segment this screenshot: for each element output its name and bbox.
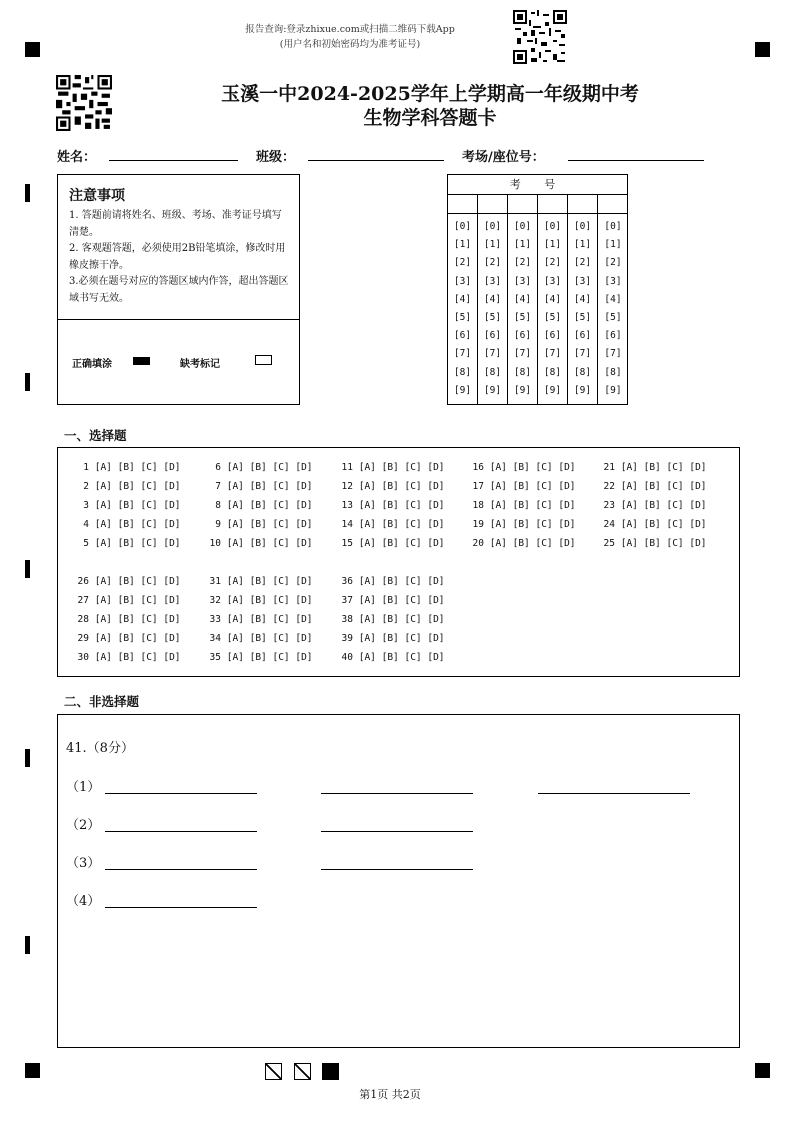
question-number: 19: [472, 519, 484, 530]
answer-line[interactable]: [105, 869, 257, 870]
exam-digit-bubble[interactable]: [1]: [513, 239, 532, 251]
question-number: 28: [77, 614, 89, 625]
choice-question-row[interactable]: [337, 629, 445, 648]
choice-question-row[interactable]: [599, 458, 707, 477]
exam-digit-write-box[interactable]: [598, 194, 628, 214]
exam-digit-bubble[interactable]: [3]: [543, 275, 562, 287]
answer-options[interactable]: [A] [B] [C] [D]: [94, 614, 181, 625]
exam-digit-bubble[interactable]: [0]: [604, 221, 622, 232]
exam-digit-write-box[interactable]: [538, 194, 567, 214]
answer-options[interactable]: [A] [B] [C] [D]: [226, 595, 313, 606]
answer-options[interactable]: [A] [B] [C] [D]: [94, 500, 181, 511]
exam-digit-column: [448, 194, 478, 404]
page-id-box: [294, 1063, 311, 1080]
question-number: 25: [603, 538, 615, 549]
answer-options[interactable]: [A] [B] [C] [D]: [620, 538, 707, 549]
question-number: 33: [209, 614, 221, 625]
exam-digit-write-box[interactable]: [448, 194, 477, 214]
answer-options[interactable]: [A] [B] [C] [D]: [620, 462, 707, 473]
question-number: 8: [215, 500, 221, 511]
choice-question-row[interactable]: [337, 477, 445, 496]
choice-question-row[interactable]: [337, 515, 445, 534]
question-number: 34: [209, 633, 221, 644]
exam-digit-bubble[interactable]: [8]: [483, 366, 502, 378]
class-label: 班级：: [256, 150, 296, 165]
answer-options[interactable]: [A] [B] [C] [D]: [620, 519, 707, 530]
choice-question-row[interactable]: [468, 458, 576, 477]
exam-digit-bubble[interactable]: [0]: [573, 221, 592, 232]
exam-digit-bubble[interactable]: [0]: [543, 221, 562, 232]
answer-options[interactable]: [A] [B] [C] [D]: [94, 481, 181, 492]
choice-question-row[interactable]: [337, 591, 445, 610]
exam-digit-bubble[interactable]: [2]: [573, 257, 592, 269]
notice-item: 3.必须在题号对应的答题区域内作答，超出答题区域书写无效。: [69, 276, 289, 304]
choice-question-row[interactable]: [205, 591, 313, 610]
seat-field[interactable]: [568, 160, 704, 161]
registration-mark: [25, 42, 40, 57]
choice-answer-area: [57, 447, 740, 677]
choice-question-row[interactable]: [205, 572, 313, 591]
answer-options[interactable]: [A] [B] [C] [D]: [226, 538, 313, 549]
exam-digit-bubble[interactable]: [3]: [604, 275, 622, 287]
answer-options[interactable]: [A] [B] [C] [D]: [94, 462, 181, 473]
question-number: 7: [215, 481, 221, 492]
exam-digit-bubble[interactable]: [8]: [453, 366, 472, 378]
exam-digit-bubble[interactable]: [0]: [513, 221, 532, 232]
registration-mark: [755, 1063, 770, 1078]
answer-line[interactable]: [105, 831, 257, 832]
exam-digit-bubble[interactable]: [4]: [513, 293, 532, 305]
timing-mark: [25, 373, 30, 391]
answer-options[interactable]: [A] [B] [C] [D]: [489, 538, 576, 549]
page-title: 玉溪一中2024-2025学年上学期高一年级期中考: [221, 83, 639, 105]
answer-options[interactable]: [A] [B] [C] [D]: [358, 500, 445, 511]
answer-options[interactable]: [A] [B] [C] [D]: [94, 538, 181, 549]
exam-digit-bubble[interactable]: [6]: [483, 330, 502, 342]
exam-digit-bubble[interactable]: [6]: [543, 330, 562, 342]
answer-line[interactable]: [321, 831, 473, 832]
choice-question-row[interactable]: [73, 458, 181, 477]
choice-question-row[interactable]: [73, 496, 181, 515]
page-id-box: [265, 1063, 282, 1080]
answer-line[interactable]: [321, 869, 473, 870]
exam-digit-bubble[interactable]: [2]: [513, 257, 532, 269]
exam-digit-bubble[interactable]: [5]: [573, 311, 592, 323]
timing-mark: [25, 560, 30, 578]
exam-digit-bubble[interactable]: [9]: [543, 384, 562, 396]
exam-digit-bubble[interactable]: [0]: [483, 221, 502, 232]
qr-code-icon: [56, 75, 112, 131]
exam-digit-bubble[interactable]: [1]: [453, 239, 472, 251]
exam-digit-bubble[interactable]: [7]: [543, 348, 562, 360]
legend-filled-label: 正确填涂: [72, 359, 112, 370]
answer-options[interactable]: [A] [B] [C] [D]: [358, 652, 445, 663]
page-number: 第1页 共2页: [359, 1088, 421, 1101]
choice-question-row[interactable]: [599, 515, 707, 534]
class-field[interactable]: [308, 160, 444, 161]
exam-digit-bubble[interactable]: [2]: [453, 257, 472, 269]
exam-digit-bubble[interactable]: [2]: [604, 257, 622, 269]
legend-absent-label: 缺考标记: [180, 359, 220, 370]
question-number: 11: [341, 462, 353, 473]
exam-digit-column: [568, 194, 598, 404]
page-id-box: [322, 1063, 339, 1080]
exam-digit-bubble[interactable]: [8]: [573, 366, 592, 378]
timing-mark: [25, 184, 30, 202]
answer-options[interactable]: [A] [B] [C] [D]: [94, 652, 181, 663]
exam-digit-bubble[interactable]: [7]: [604, 348, 622, 360]
exam-digit-write-box[interactable]: [568, 194, 597, 214]
question-number: 32: [209, 595, 221, 606]
choice-question-row[interactable]: [337, 572, 445, 591]
answer-options[interactable]: [A] [B] [C] [D]: [358, 595, 445, 606]
notice-item: 1. 答题前请将姓名、班级、考场、准考证号填写清楚。: [69, 210, 282, 238]
exam-digit-bubble[interactable]: [3]: [453, 275, 472, 287]
question-number: 35: [209, 652, 221, 663]
absent-mark-box[interactable]: [255, 355, 272, 365]
exam-digit-write-box[interactable]: [478, 194, 507, 214]
registration-mark: [755, 42, 770, 57]
choice-question-row[interactable]: [599, 534, 707, 553]
choice-question-row[interactable]: [73, 572, 181, 591]
answer-options[interactable]: [A] [B] [C] [D]: [94, 595, 181, 606]
question-number: 1: [83, 462, 89, 473]
question-number: 26: [77, 576, 89, 587]
answer-options[interactable]: [A] [B] [C] [D]: [94, 519, 181, 530]
choice-question-row[interactable]: [73, 591, 181, 610]
exam-digit-bubble[interactable]: [9]: [513, 384, 532, 396]
question-number: 21: [603, 462, 615, 473]
notice-items: [69, 208, 291, 307]
answer-options[interactable]: [A] [B] [C] [D]: [358, 481, 445, 492]
answer-options[interactable]: [A] [B] [C] [D]: [226, 519, 313, 530]
question-number: 29: [77, 633, 89, 644]
question-number: 23: [603, 500, 615, 511]
answer-options[interactable]: [A] [B] [C] [D]: [358, 538, 445, 549]
choice-question-row[interactable]: [337, 648, 445, 667]
exam-digit-bubble[interactable]: [8]: [513, 366, 532, 378]
exam-digit-bubble[interactable]: [5]: [483, 311, 502, 323]
exam-digit-bubble[interactable]: [5]: [543, 311, 562, 323]
question-number: 10: [209, 538, 221, 549]
choice-question-row[interactable]: [205, 610, 313, 629]
question-number: 16: [472, 462, 484, 473]
note-line-2: (用户名和初始密码均为准考证号): [279, 39, 421, 50]
choice-question-row[interactable]: [205, 515, 313, 534]
question-number: 39: [341, 633, 353, 644]
exam-digit-bubble[interactable]: [9]: [573, 384, 592, 396]
question-number: 40: [341, 652, 353, 663]
question-number: 37: [341, 595, 353, 606]
question-number: 13: [341, 500, 353, 511]
exam-digit-bubble[interactable]: [3]: [483, 275, 502, 287]
exam-digit-bubble[interactable]: [5]: [513, 311, 532, 323]
choice-question-row[interactable]: [73, 629, 181, 648]
exam-digit-bubble[interactable]: [2]: [543, 257, 562, 269]
choice-question-row[interactable]: [73, 534, 181, 553]
answer-options[interactable]: [A] [B] [C] [D]: [489, 519, 576, 530]
choice-question-row[interactable]: [205, 458, 313, 477]
exam-digit-bubble[interactable]: [4]: [453, 293, 472, 305]
question-number: 27: [77, 595, 89, 606]
question-number: 30: [77, 652, 89, 663]
exam-digit-bubble[interactable]: [5]: [604, 311, 622, 323]
sub-question-label: （4）: [66, 894, 101, 909]
answer-options[interactable]: [A] [B] [C] [D]: [358, 614, 445, 625]
answer-options[interactable]: [A] [B] [C] [D]: [489, 462, 576, 473]
question-number: 17: [472, 481, 484, 492]
exam-digit-bubble[interactable]: [7]: [453, 348, 472, 360]
exam-digit-bubble[interactable]: [4]: [483, 293, 502, 305]
question-number: 24: [603, 519, 615, 530]
answer-options[interactable]: [A] [B] [C] [D]: [226, 500, 313, 511]
exam-number-title: 考 号: [448, 175, 627, 195]
notice-title: 注意事项: [69, 188, 125, 204]
exam-digit-bubble[interactable]: [6]: [573, 330, 592, 342]
exam-digit-bubble[interactable]: [6]: [513, 330, 532, 342]
report-query-note: [200, 22, 500, 52]
notice-divider: [58, 319, 299, 320]
choice-question-row[interactable]: [205, 496, 313, 515]
question-number: 4: [83, 519, 89, 530]
choice-question-row[interactable]: [73, 648, 181, 667]
exam-digit-bubble[interactable]: [6]: [604, 330, 622, 342]
question-number: 20: [472, 538, 484, 549]
free-section-title: 二、非选择题: [64, 694, 140, 709]
question-number: 36: [341, 576, 353, 587]
choice-question-row[interactable]: [73, 515, 181, 534]
exam-digit-bubble[interactable]: [9]: [453, 384, 472, 396]
choice-question-row[interactable]: [205, 534, 313, 553]
exam-digit-bubble[interactable]: [0]: [453, 221, 472, 232]
timing-mark: [25, 936, 30, 954]
sub-question-label: （3）: [66, 856, 101, 871]
question-number: 9: [215, 519, 221, 530]
exam-digit-bubble[interactable]: [7]: [483, 348, 502, 360]
answer-options[interactable]: [A] [B] [C] [D]: [94, 576, 181, 587]
sub-question-label: （1）: [66, 780, 101, 795]
sub-question-label: （2）: [66, 818, 101, 833]
exam-digit-bubble[interactable]: [4]: [604, 293, 622, 305]
registration-mark: [25, 1063, 40, 1078]
exam-digit-bubble[interactable]: [4]: [573, 293, 592, 305]
answer-options[interactable]: [A] [B] [C] [D]: [226, 633, 313, 644]
answer-options[interactable]: [A] [B] [C] [D]: [358, 576, 445, 587]
question-number: 3: [83, 500, 89, 511]
exam-digit-bubble[interactable]: [4]: [543, 293, 562, 305]
question-number: 12: [341, 481, 353, 492]
answer-options[interactable]: [A] [B] [C] [D]: [226, 576, 313, 587]
name-field[interactable]: [109, 160, 238, 161]
answer-line[interactable]: [105, 907, 257, 908]
question-number: 15: [341, 538, 353, 549]
exam-digit-bubble[interactable]: [3]: [573, 275, 592, 287]
choice-question-row[interactable]: [337, 534, 445, 553]
question-number: 22: [603, 481, 615, 492]
exam-digit-bubble[interactable]: [9]: [604, 384, 622, 396]
choice-section-title: 一、选择题: [64, 428, 127, 443]
answer-line[interactable]: [105, 793, 257, 794]
choice-question-row[interactable]: [73, 610, 181, 629]
exam-digit-write-box[interactable]: [508, 194, 537, 214]
exam-digit-bubble[interactable]: [5]: [453, 311, 472, 323]
notice-box: [57, 174, 300, 405]
question-number: 14: [341, 519, 353, 530]
exam-digit-column: [508, 194, 538, 404]
exam-digit-bubble[interactable]: [3]: [513, 275, 532, 287]
choice-question-row[interactable]: [337, 610, 445, 629]
choice-question-row[interactable]: [468, 515, 576, 534]
filled-sample-mark: [133, 357, 150, 365]
answer-options[interactable]: [A] [B] [C] [D]: [226, 614, 313, 625]
exam-number-grid: [447, 174, 628, 405]
exam-digit-bubble[interactable]: [8]: [543, 366, 562, 378]
answer-options[interactable]: [A] [B] [C] [D]: [620, 481, 707, 492]
answer-options[interactable]: [A] [B] [C] [D]: [489, 500, 576, 511]
exam-digit-bubble[interactable]: [1]: [604, 239, 622, 251]
page-subtitle: 生物学科答题卡: [363, 107, 497, 129]
answer-line[interactable]: [538, 793, 690, 794]
answer-options[interactable]: [A] [B] [C] [D]: [620, 500, 707, 511]
notice-item: 2. 客观题答题，必须使用2B铅笔填涂，修改时用橡皮擦干净。: [69, 243, 286, 271]
note-line-1: 报告查询:登录zhixue.com或扫描二维码下载App: [245, 24, 455, 35]
timing-mark: [25, 749, 30, 767]
name-label: 姓名：: [57, 150, 97, 165]
question-number: 5: [83, 538, 89, 549]
answer-options[interactable]: [A] [B] [C] [D]: [358, 519, 445, 530]
qr-code-icon: [513, 10, 567, 64]
answer-options[interactable]: [A] [B] [C] [D]: [358, 462, 445, 473]
choice-question-row[interactable]: [599, 496, 707, 515]
question-number: 38: [341, 614, 353, 625]
exam-digit-bubble[interactable]: [2]: [483, 257, 502, 269]
exam-digit-bubble[interactable]: [7]: [573, 348, 592, 360]
choice-question-row[interactable]: [205, 477, 313, 496]
choice-question-row[interactable]: [205, 648, 313, 667]
choice-question-row[interactable]: [599, 477, 707, 496]
answer-line[interactable]: [321, 793, 473, 794]
question-41-title: 41.（8分）: [66, 741, 134, 756]
choice-question-row[interactable]: [73, 477, 181, 496]
choice-question-row[interactable]: [337, 458, 445, 477]
question-number: 6: [215, 462, 221, 473]
exam-digit-bubble[interactable]: [1]: [573, 239, 592, 251]
choice-question-row[interactable]: [468, 534, 576, 553]
exam-digit-bubble[interactable]: [1]: [543, 239, 562, 251]
choice-question-row[interactable]: [468, 477, 576, 496]
answer-options[interactable]: [A] [B] [C] [D]: [226, 652, 313, 663]
choice-question-row[interactable]: [337, 496, 445, 515]
choice-question-row[interactable]: [205, 629, 313, 648]
exam-digit-column: [598, 194, 628, 404]
answer-options[interactable]: [A] [B] [C] [D]: [226, 481, 313, 492]
question-number: 18: [472, 500, 484, 511]
answer-options[interactable]: [A] [B] [C] [D]: [489, 481, 576, 492]
choice-question-row[interactable]: [468, 496, 576, 515]
answer-options[interactable]: [A] [B] [C] [D]: [94, 633, 181, 644]
exam-digit-bubble[interactable]: [8]: [604, 366, 622, 378]
question-number: 31: [209, 576, 221, 587]
exam-digit-bubble[interactable]: [7]: [513, 348, 532, 360]
seat-label: 考场/座位号：: [462, 150, 545, 165]
exam-digit-bubble[interactable]: [1]: [483, 239, 502, 251]
exam-digit-bubble[interactable]: [6]: [453, 330, 472, 342]
exam-digit-bubble[interactable]: [9]: [483, 384, 502, 396]
answer-options[interactable]: [A] [B] [C] [D]: [226, 462, 313, 473]
exam-digit-column: [538, 194, 568, 404]
free-answer-area: [57, 714, 740, 1048]
exam-digit-column: [478, 194, 508, 404]
question-number: 2: [83, 481, 89, 492]
answer-options[interactable]: [A] [B] [C] [D]: [358, 633, 445, 644]
